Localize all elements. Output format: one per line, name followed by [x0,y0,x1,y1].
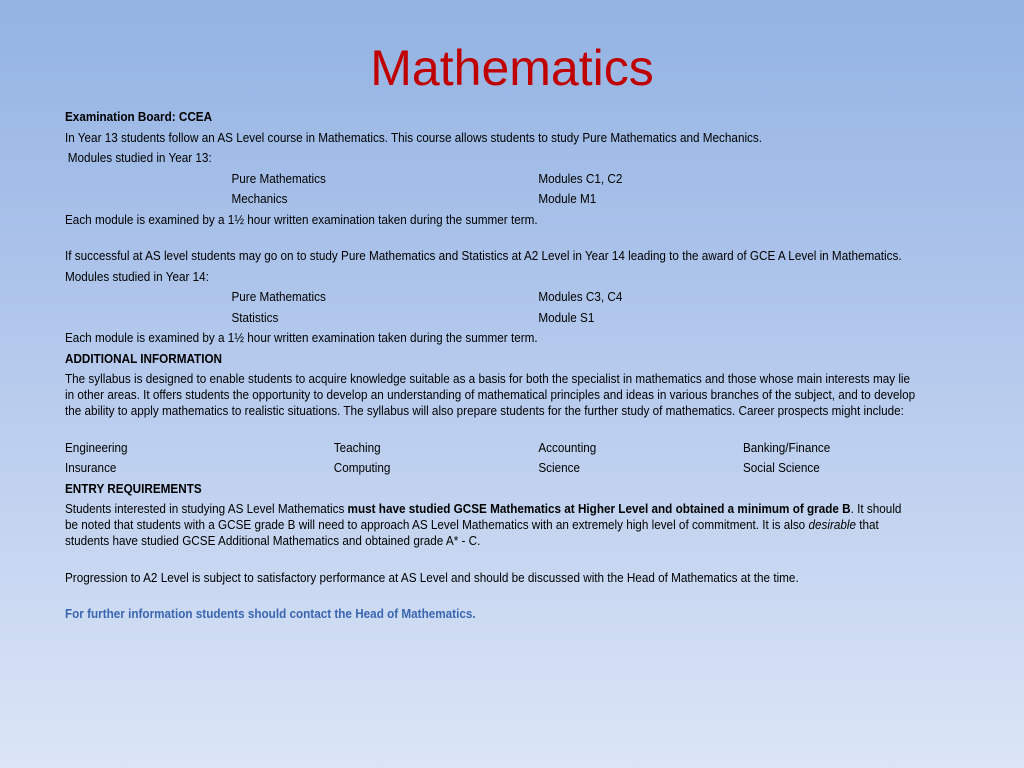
career-item: Social Science [742,461,820,475]
entry-text-bold: must have studied GCSE Mathematics at Higher Level and obtained a minimum of grade B [347,502,851,516]
entry-heading: ENTRY REQUIREMENTS [65,481,202,496]
additional-heading: ADDITIONAL INFORMATION [65,351,223,366]
module-code: Module M1 [538,192,597,206]
spacer [65,232,916,248]
career-item: Accounting [538,440,597,455]
slide-content [65,109,916,627]
module-code: Modules C3, C4 [538,290,623,304]
career-item: Banking/Finance [742,440,831,455]
career-item: Science [538,461,581,475]
exam-note: Each module is examined by a 1½ hour written examination taken during the summer term. [65,212,538,227]
y13-heading: Modules studied in Year 13: [67,151,212,165]
y14-module-row [65,289,916,305]
entry-text-part: that students have studied GCSE Additional Mathematics and obtained grade A* - C. [65,518,879,548]
a2-text: If successful at AS level students may go on to study Pure Mathematics and Statistics at A2 Level in Year 14 leading to the award of GCE A Level in Mathematics. [65,249,902,263]
y13-module-row [65,171,916,187]
spacer [65,424,916,440]
y14-module-row [65,310,916,326]
career-item: Computing [333,461,391,475]
entry-text-italic: desirable [808,518,856,532]
y14-heading: Modules studied in Year 14: [65,269,209,284]
career-item: Teaching [333,440,381,455]
module-code: Modules C1, C2 [538,171,623,186]
exam-board: Examination Board: CCEA [65,110,213,124]
module-name: Statistics [231,310,279,325]
y13-module-row [65,191,916,207]
contact-text: For further information students should contact the Head of Mathematics. [65,607,476,621]
spacer [65,590,916,606]
entry-text [65,501,916,549]
career-item: Insurance [65,461,117,475]
entry-text-part: . It should be noted that students with a GCSE grade B will need to approach AS Level Mathematics with an extremely high level of commitment. It is also [65,502,902,532]
careers-row [65,460,916,476]
intro-text: In Year 13 students follow an AS Level course in Mathematics. This course allows students to study Pure Mathematics and Mechanics. [65,130,763,145]
module-name: Mechanics [231,192,288,206]
page-title: Mathematics [370,40,654,96]
module-name: Pure Mathematics [231,290,326,304]
additional-text: The syllabus is designed to enable students to acquire knowledge suitable as a basis for both the specialist in mathematics and those whose main interests may lie in other areas. It offers students the opportunity to develop an understanding of mathematical principles and ideas in various branches of the subject, and to develop the ability to apply mathematics to realistic situations. The syllabus will also prepare students for the further study of mathematics. Career prospects might include: [65,372,916,418]
entry-text-part: Students interested in studying AS Level Mathematics [65,502,348,516]
spacer [65,554,916,570]
module-name: Pure Mathematics [231,171,326,186]
module-code: Module S1 [538,310,595,325]
careers-row [65,440,916,456]
progression-text: Progression to A2 Level is subject to satisfactory performance at AS Level and should be discussed with the Head of Mathematics at the time. [65,570,799,585]
exam-note: Each module is examined by a 1½ hour written examination taken during the summer term. [65,331,538,345]
career-item: Engineering [65,440,128,455]
